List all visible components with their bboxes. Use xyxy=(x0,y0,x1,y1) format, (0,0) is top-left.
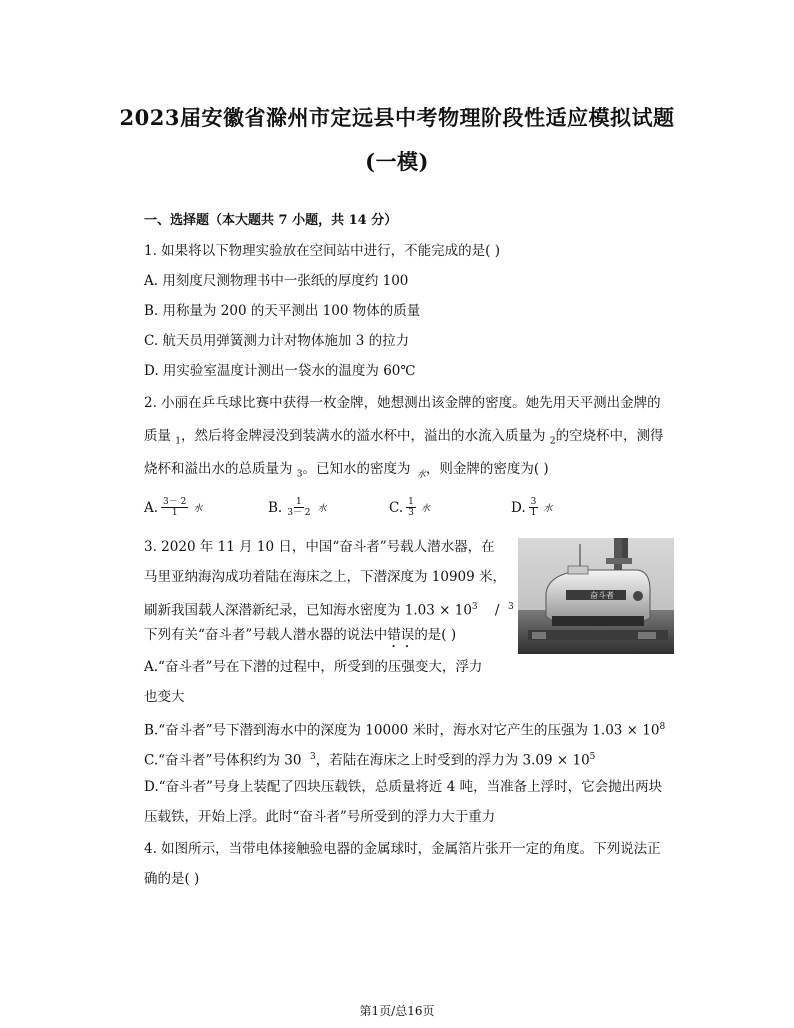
fraction: $\frac{1}{3}$ xyxy=(408,497,414,518)
q2-line1: 2. 小丽在乒乓球比赛中获得一枚金牌，她想测出该金牌的密度。她先用天平测出金牌的 xyxy=(144,395,661,411)
q1-option-d: D. 用实验室温度计测出一袋水的温度为 60℃ xyxy=(144,363,416,379)
q1-option-b: B. 用称量为 200 的天平测出 100 物体的质量 xyxy=(144,303,421,319)
submersible-photo xyxy=(518,538,674,654)
q2-option-a: A. $\frac{3- 2}{1}$ 水 xyxy=(144,497,203,518)
submersible-illustration xyxy=(518,538,674,654)
q3-option-d-line2: 压载铁，开始上浮。此时“奋斗者”号所受到的浮力大于重力 xyxy=(144,809,496,825)
q2-line3: 烧杯和溢出水的总质量为 $_3$。已知水的密度为 $_水$，则金牌的密度为( ) xyxy=(144,461,549,480)
fraction: $\frac{3- 2}{1}$ xyxy=(163,497,187,518)
fraction: $\frac{1}{3- 2}$ xyxy=(287,497,311,518)
section-heading: 一、选择题（本大题共 7 小题，共 14 分） xyxy=(144,213,398,228)
q4-line1: 4. 如图所示，当带电体接触验电器的金属球时，金属箔片张开一定的角度。下列说法正 xyxy=(144,841,661,857)
q2-line2: 质量 $_1$，然后将金牌浸没到装满水的溢水杯中，溢出的水流入质量为 $_2$的空烧杯中，测得 xyxy=(144,428,664,447)
q3-line2: 马里亚纳海沟成功着陆在海床之上，下潜深度为 10909 米， xyxy=(144,569,507,585)
exam-title: 2023届安徽省滁州市定远县中考物理阶段性适应模拟试题 xyxy=(119,105,675,130)
q1-option-c: C. 航天员用弹簧测力计对物体施加 3 的拉力 xyxy=(144,333,410,349)
photo-hull-label: 奋斗者 xyxy=(590,591,614,600)
q1-stem: 1. 如果将以下物理实验放在空间站中进行，不能完成的是( ) xyxy=(144,243,500,259)
q1-option-a: A. 用刻度尺测物理书中一张纸的厚度约 100 xyxy=(144,273,409,289)
q2-option-b: B. $\frac{1}{3- 2}$ 水 xyxy=(268,497,327,518)
q3-line1: 3. 2020 年 11 月 10 日，中国“奋斗者”号载人潜水器，在 xyxy=(144,539,495,555)
q3-option-d-line1: D.“奋斗者”号身上装配了四块压载铁，总质量将近 4 吨，当准备上浮时，它会抛出两块 xyxy=(144,779,663,795)
q3-option-b: B.“奋斗者”号下潜到海水中的深度为 10000 米时，海水对它产生的压强为 $1.03 \times 10^8$ xyxy=(144,722,666,739)
page-footer: 第1页/总16页 xyxy=(359,1004,435,1018)
q3-option-a-line1: A.“奋斗者”号在下潜的过程中，所受到的压强变大，浮力 xyxy=(144,659,483,675)
q3-line3: 刷新我国载人深潜新纪录，已知海水密度为 $1.03 \times 10^3$ / $^3$ xyxy=(144,602,514,619)
q2-option-d: D. $\frac{3}{1}$ 水 xyxy=(511,497,553,518)
q3-line4: 下列有关“奋斗者”号载人潜水器的说法中错误的是( ) xyxy=(144,627,457,643)
q2-option-c: C. $\frac{1}{3}$ 水 xyxy=(389,497,430,518)
q3-option-c: C.“奋斗者”号体积约为 30 $^3$，若陆在海床之上时受到的浮力为 $3.09 \times 10^5$ xyxy=(144,752,596,769)
q3-option-a-line2: 也变大 xyxy=(144,689,185,705)
exam-subtitle: (一模) xyxy=(365,149,429,174)
q4-line2: 确的是( ) xyxy=(144,871,200,887)
fraction: $\frac{3}{1}$ xyxy=(530,497,537,518)
